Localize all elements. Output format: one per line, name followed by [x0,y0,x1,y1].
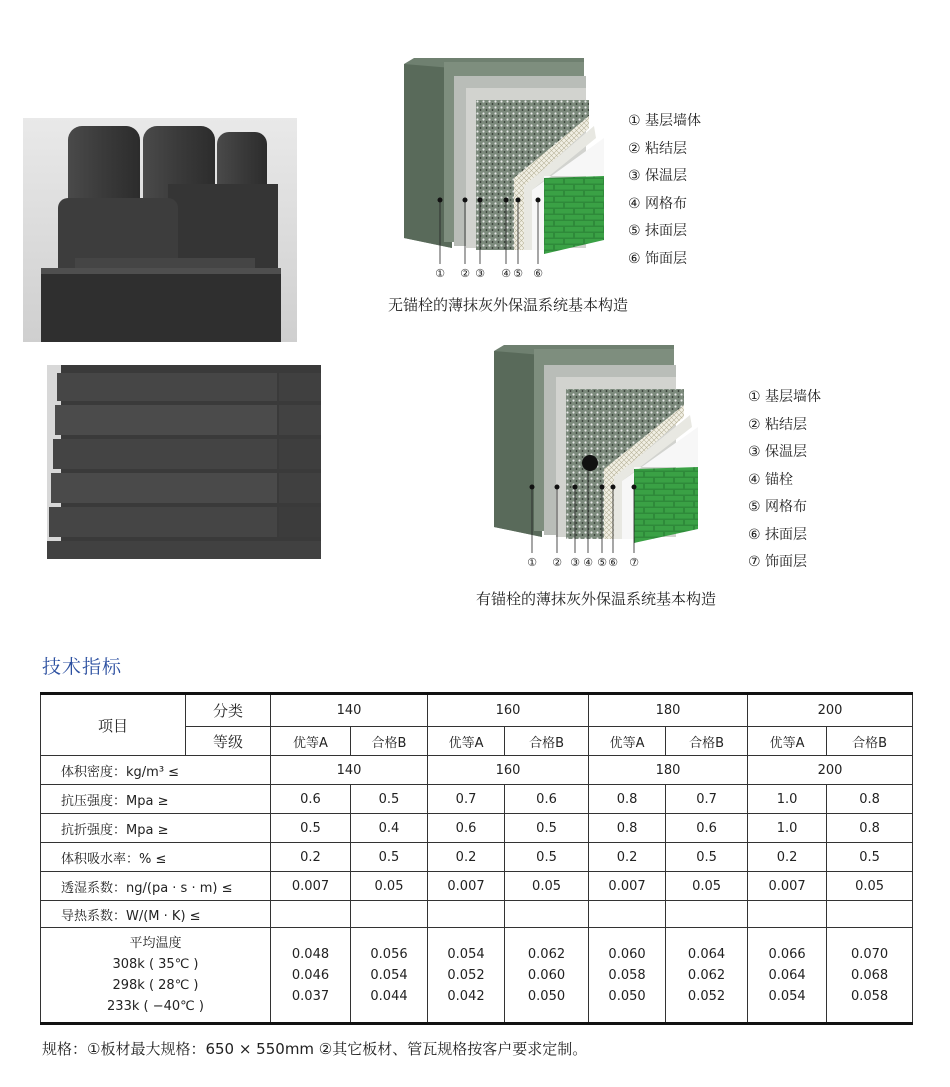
grade-cell: 合格B [666,727,748,756]
grade-cell: 合格B [505,727,589,756]
value-cell: 0.05 [505,872,589,901]
grade-cell: 优等A [748,727,827,756]
value-cell: 0.5 [666,843,748,872]
value-cell: 0.8 [589,814,666,843]
diagram1-number: ③ [475,267,485,280]
temp-label: 308k ( 35℃ ) [112,957,199,972]
legend-item: ⑥ 抹面层 [748,526,808,543]
thermal-value: 0.064 [768,967,806,983]
density-cell: 180 [589,756,748,785]
value-cell: 0.007 [428,872,505,901]
diagram2-caption: 有锚栓的薄抹灰外保温系统基本构造 [476,590,717,608]
thermal-value: 0.070 [850,946,889,962]
value-cell: 0.6 [428,814,505,843]
density-cell: 160 [428,756,589,785]
wall-diagram-1 [404,58,614,282]
value-cell: 0.05 [351,872,428,901]
temp-label: 233k ( −40℃ ) [107,999,204,1014]
thermal-value: 0.054 [768,988,806,1004]
diagram1-caption: 无锚栓的薄抹灰外保温系统基本构造 [388,296,629,314]
value-cell: 0.05 [827,872,913,901]
legend-item: ③ 保温层 [748,444,808,460]
grade-cell: 合格B [351,727,428,756]
value-cell: 0.5 [271,814,351,843]
thermal-cell [428,928,505,1024]
legend-item: ④ 锚栓 [748,471,794,488]
legend-item: ⑤ 网格布 [748,499,808,515]
wall-diagram-2 [494,345,704,573]
row-label-density: 体积密度：kg/m³ ≤ [41,756,271,785]
diagram1-number: ② [460,267,470,280]
table-row [41,872,913,901]
category-cell: 140 [271,694,428,727]
diagram2-number: ④ [583,556,593,569]
density-cell: 200 [748,756,913,785]
diagram2-number: ② [552,556,562,569]
legend-item: ② 粘结层 [628,140,688,157]
thermal-value: 0.066 [768,946,806,962]
thermal-value: 0.054 [370,967,408,983]
legend-item: ② 粘结层 [748,416,808,433]
thermal-value: 0.058 [850,988,889,1004]
thermal-cell [666,928,748,1024]
spec-footnote: 规格：①板材最大规格：650 × 550mm ②其它板材、管瓦规格按客户要求定制。 [42,1040,588,1058]
thermal-value: 0.058 [608,967,646,983]
product-photo-boards [47,365,321,559]
diagram2-number: ① [527,556,537,569]
row-label: 抗折强度：Mpa ≥ [41,814,271,843]
value-cell: 0.007 [271,872,351,901]
thermal-cell [748,928,827,1024]
value-cell: 0.6 [666,814,748,843]
diagram1-number: ⑥ [533,267,543,280]
section-title: 技术指标 [42,656,123,678]
value-cell: 0.4 [351,814,428,843]
thermal-value: 0.050 [608,988,646,1004]
value-cell: 0.2 [271,843,351,872]
thermal-cell [827,928,913,1024]
diagram1-legend [628,108,701,273]
value-cell: 0.6 [505,785,589,814]
grade-cell: 合格B [827,727,913,756]
thermal-value: 0.046 [291,967,330,983]
thermal-cell [505,928,589,1024]
table-row [41,785,913,814]
diagram1-number: ④ [501,267,511,280]
value-cell: 0.7 [428,785,505,814]
value-cell: 0.5 [505,814,589,843]
value-cell: 0.6 [271,785,351,814]
grade-cell: 优等A [271,727,351,756]
value-cell: 0.007 [589,872,666,901]
thermal-cell [589,928,666,1024]
grade-cell: 优等A [428,727,505,756]
thermal-value: 0.062 [527,946,566,962]
category-cell: 180 [589,694,748,727]
value-cell: 0.007 [748,872,827,901]
legend-item: ④ 网格布 [628,195,688,212]
category-label: 分类 [186,694,271,727]
legend-item: ① 基层墙体 [748,389,822,405]
diagram2-number: ③ [570,556,580,569]
item-header: 项目 [41,694,186,756]
thermal-value: 0.068 [850,967,889,983]
thermal-value: 0.050 [527,988,566,1004]
thermal-value: 0.064 [687,946,726,962]
thermal-temps [41,928,271,1024]
value-cell: 0.2 [428,843,505,872]
category-cell: 200 [748,694,913,727]
diagram1-number: ① [435,267,445,280]
temp-label: 平均温度 [129,936,182,951]
thermal-value: 0.042 [447,988,485,1004]
table-row [41,843,913,872]
legend-item: ⑤ 抹面层 [628,223,688,239]
legend-item: ⑥ 饰面层 [628,250,688,267]
value-cell: 0.5 [351,785,428,814]
density-cell: 140 [271,756,428,785]
value-cell: 0.8 [827,785,913,814]
product-photo-blocks [23,118,297,342]
grade-cell: 优等A [589,727,666,756]
row-label-thermal: 导热系数：W/(M · K) ≤ [41,901,271,928]
row-label: 体积吸水率：% ≤ [41,843,271,872]
diagram2-legend [748,384,821,577]
diagram2-number: ⑥ [608,556,618,569]
value-cell: 0.2 [589,843,666,872]
thermal-value: 0.062 [687,967,726,983]
diagram2-number: ⑤ [597,556,607,569]
value-cell: 0.5 [827,843,913,872]
legend-item: ① 基层墙体 [628,113,702,129]
thermal-value: 0.037 [291,988,330,1004]
legend-item: ③ 保温层 [628,168,688,184]
value-cell: 0.5 [351,843,428,872]
thermal-value: 0.052 [447,967,485,983]
thermal-cell [351,928,428,1024]
table-row [41,814,913,843]
value-cell: 0.8 [589,785,666,814]
thermal-value: 0.048 [291,946,330,962]
thermal-value: 0.054 [447,946,485,962]
category-cell: 160 [428,694,589,727]
value-cell: 1.0 [748,785,827,814]
thermal-value: 0.060 [608,946,646,962]
thermal-value: 0.044 [370,988,408,1004]
value-cell: 1.0 [748,814,827,843]
thermal-value: 0.052 [687,988,726,1004]
thermal-value: 0.060 [527,967,566,983]
spec-table [40,692,913,1025]
diagram1-number: ⑤ [513,267,523,280]
value-cell: 0.5 [505,843,589,872]
temp-label: 298k ( 28℃ ) [112,978,199,993]
thermal-cell [271,928,351,1024]
row-label: 抗压强度：Mpa ≥ [41,785,271,814]
grade-label: 等级 [186,727,271,756]
row-label: 透湿系数：ng/(pa · s · m) ≤ [41,872,271,901]
value-cell: 0.7 [666,785,748,814]
value-cell: 0.8 [827,814,913,843]
value-cell: 0.2 [748,843,827,872]
diagram2-number: ⑦ [629,556,639,569]
thermal-value: 0.056 [370,946,408,962]
value-cell: 0.05 [666,872,748,901]
legend-item: ⑦ 饰面层 [748,554,808,570]
